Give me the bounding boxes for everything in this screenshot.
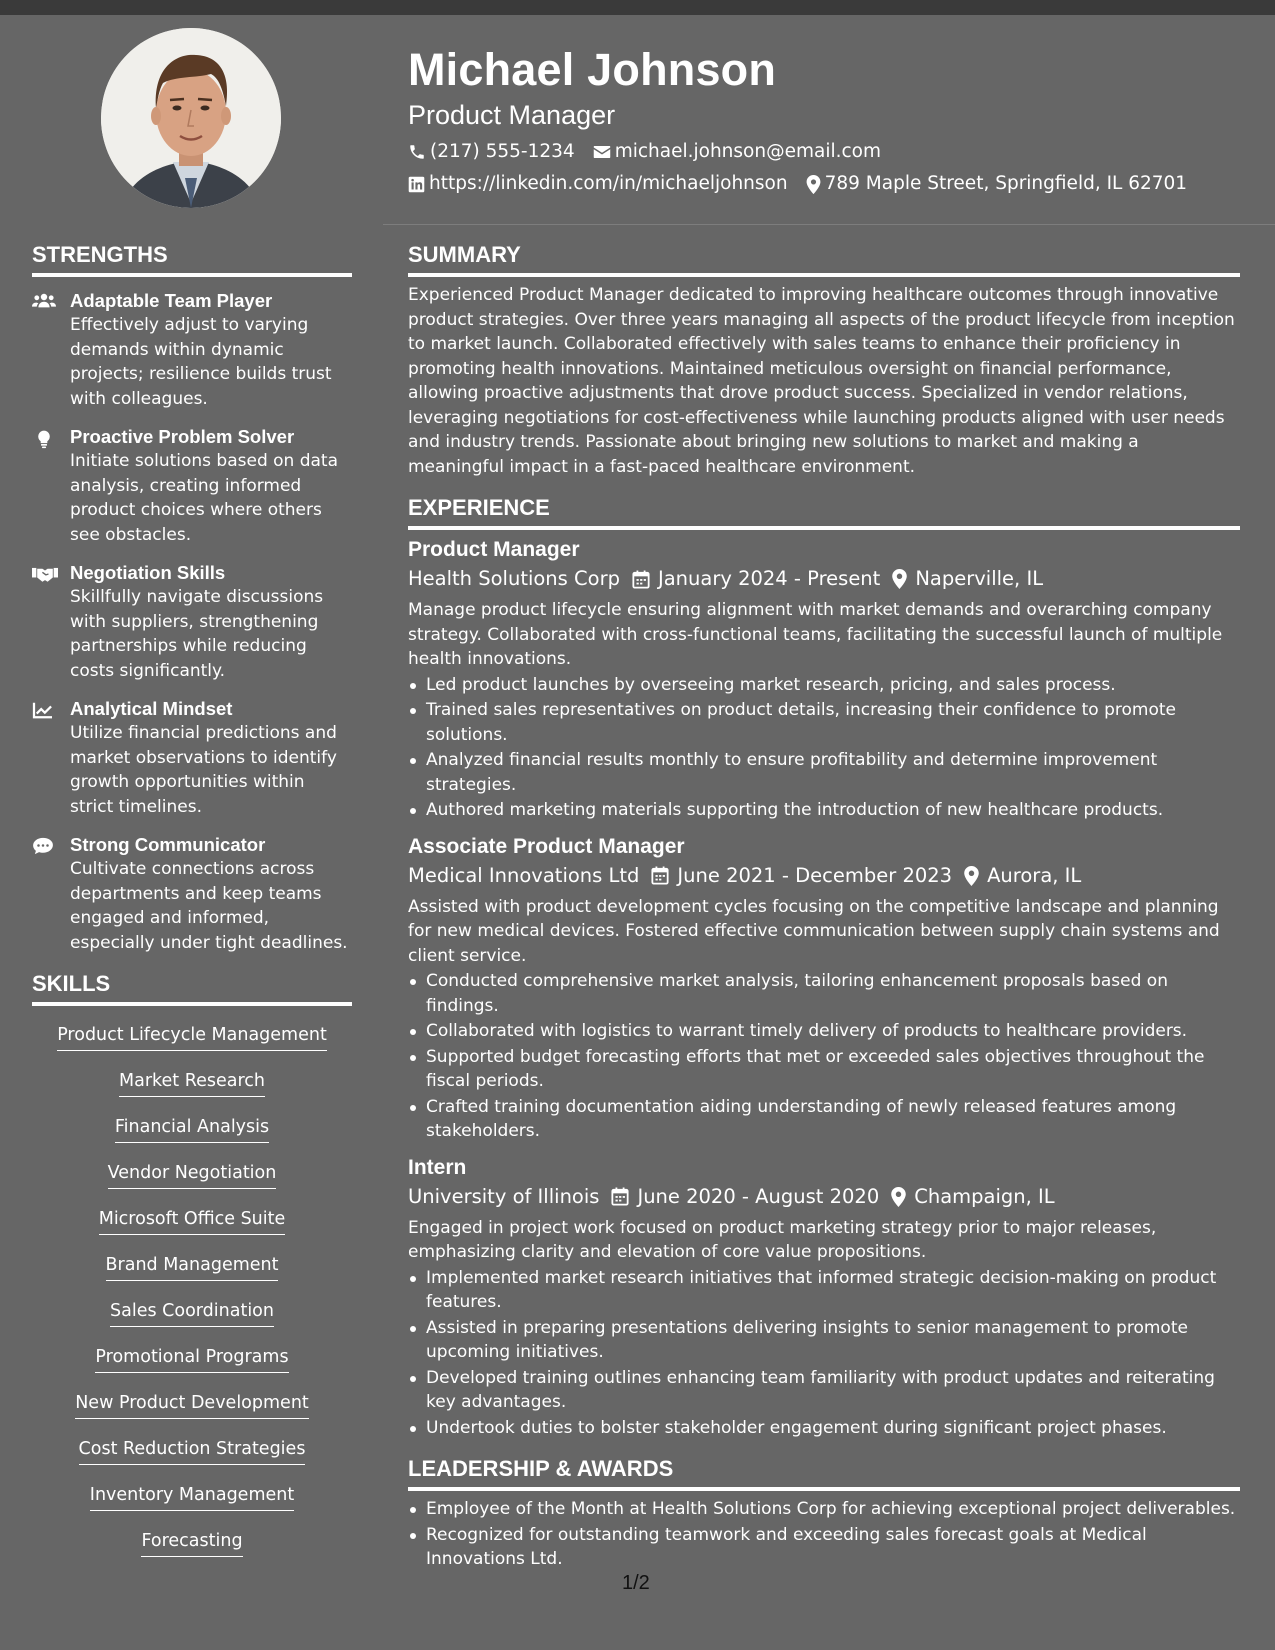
skill-tag: Financial Analysis <box>115 1116 269 1143</box>
job-meta <box>408 861 1240 891</box>
job-bullets <box>408 969 1240 1144</box>
job-bullets <box>408 673 1240 823</box>
calendar-icon <box>651 866 669 885</box>
strength-item <box>32 697 352 819</box>
phone-contact <box>408 140 575 164</box>
strength-title: Strong Communicator <box>70 834 266 855</box>
linkedin-icon <box>408 176 425 193</box>
skills-heading: SKILLS <box>32 969 352 1006</box>
job-dates: January 2024 - Present <box>657 567 881 590</box>
handshake-icon <box>32 565 58 583</box>
email-text[interactable]: michael.johnson@email.com <box>614 141 882 162</box>
awards-list <box>408 1497 1240 1572</box>
job-bullet: Developed training outlines enhancing team familiarity with product updates and reiterating key advantages. <box>408 1366 1240 1415</box>
sidebar <box>32 240 352 1576</box>
strength-desc: Initiate solutions based on data analysis, creating informed product choices where others see obstacles. <box>70 451 339 545</box>
phone-text: (217) 555-1234 <box>430 141 575 162</box>
job-bullet: Assisted in preparing presentations delivering insights to senior management to promote upcoming initiatives. <box>408 1316 1240 1365</box>
job-location: Champaign, IL <box>914 1184 1055 1208</box>
strength-title: Adaptable Team Player <box>70 290 273 311</box>
job-dates: June 2021 - December 2023 <box>677 863 953 887</box>
job-bullets <box>408 1266 1240 1441</box>
job-title: Intern <box>408 1155 467 1179</box>
skill-tag: Forecasting <box>141 1530 242 1557</box>
map-pin-icon <box>892 569 907 589</box>
job-bullet: Conducted comprehensive market analysis, tailoring enhancement proposals based on findings. <box>408 969 1240 1018</box>
skill-tag: Inventory Management <box>90 1484 294 1511</box>
lightbulb-icon <box>32 429 56 449</box>
job-description: Manage product lifecycle ensuring alignment with market demands and overarching company strategy. Collaborated with cross-functional teams, facilitating the successful launch of multiple health innovations. <box>408 600 1223 669</box>
job-location: Aurora, IL <box>987 863 1082 887</box>
address-text: 789 Maple Street, Springfield, IL 62701 <box>824 173 1188 194</box>
strength-title: Analytical Mindset <box>70 698 233 719</box>
job-description: Assisted with product development cycles focusing on the competitive landscape and planning for new medical devices. Fostered effective communication between supply chain systems and client service. <box>408 896 1220 966</box>
skill-tag: Brand Management <box>106 1254 279 1281</box>
experience-section <box>408 493 1240 1440</box>
phone-icon <box>408 143 426 161</box>
map-pin-icon <box>806 175 821 194</box>
job-bullet: Collaborated with logistics to warrant timely delivery of products to healthcare providers. <box>408 1019 1240 1044</box>
job-bullet: Trained sales representatives on product details, increasing their confidence to promote solutions. <box>408 698 1240 747</box>
experience-heading: EXPERIENCE <box>408 493 1240 530</box>
envelope-icon <box>593 144 611 160</box>
job-bullet: Undertook duties to bolster stakeholder engagement during significant project phases. <box>408 1416 1240 1441</box>
strength-desc: Effectively adjust to varying demands within dynamic projects; resilience builds trust with colleagues. <box>70 315 332 409</box>
job-bullet: Crafted training documentation aiding understanding of newly released features among stakeholders. <box>408 1095 1240 1144</box>
summary-text: Experienced Product Manager dedicated to improving healthcare outcomes through innovative product strategies. Over three years managing all aspects of the product lifecycle from inception to market launch. Collaborated effectively with sales teams to enhance their proficiency in promoting health innovations. Maintained meticulous oversight on financial performance, allowing proactive adjustments that drove product success. Specialized in vendor relations, leveraging negotiations for cost-effectiveness while launching products aligned with user needs and industry trends. Passionate about bringing new solutions to market and making a meaningful impact in a fast-paced healthcare environment. <box>408 285 1235 477</box>
skill-tag: Product Lifecycle Management <box>57 1024 327 1051</box>
strength-title: Proactive Problem Solver <box>70 426 295 447</box>
award-item: Recognized for outstanding teamwork and exceeding sales forecast goals at Medical Innovations Ltd. <box>408 1523 1240 1572</box>
linkedin-text[interactable]: https://linkedin.com/in/michaeljohnson <box>429 173 788 194</box>
company-name: Health Solutions Corp <box>408 567 620 590</box>
job-bullet: Implemented market research initiatives that informed strategic decision-making on product features. <box>408 1266 1240 1315</box>
summary-heading: SUMMARY <box>408 240 1240 277</box>
strength-item <box>32 561 352 683</box>
email-contact[interactable] <box>593 140 881 164</box>
contact-row-1 <box>408 140 1248 164</box>
skill-tag: Market Research <box>119 1070 265 1097</box>
candidate-name: Michael Johnson <box>408 44 777 95</box>
job-bullet: Analyzed financial results monthly to ensure profitability and determine improvement strategies. <box>408 748 1240 797</box>
job-title: Associate Product Manager <box>408 834 685 858</box>
header-divider <box>383 224 1275 225</box>
summary-section <box>408 240 1240 479</box>
strengths-heading: STRENGTHS <box>32 240 352 277</box>
profile-photo <box>101 28 281 208</box>
page-number: 1/2 <box>622 1572 650 1594</box>
skill-tag: Sales Coordination <box>110 1300 274 1327</box>
strength-title: Negotiation Skills <box>70 562 226 583</box>
job-entry <box>408 833 1240 1144</box>
awards-heading: LEADERSHIP & AWARDS <box>408 1454 1240 1491</box>
skill-tag: Microsoft Office Suite <box>99 1208 286 1235</box>
job-bullet: Supported budget forecasting efforts that met or exceeded sales objectives throughout the fiscal periods. <box>408 1045 1240 1094</box>
map-pin-icon <box>891 1187 906 1207</box>
job-title: Product Manager <box>408 538 580 561</box>
speech-bubble-icon <box>32 837 54 855</box>
strength-item <box>32 425 352 547</box>
job-dates: June 2020 - August 2020 <box>637 1184 880 1208</box>
map-pin-icon <box>964 866 979 886</box>
job-description: Engaged in project work focused on product marketing strategy prior to major releases, emphasizing clarity and elevation of core value propositions. <box>408 1217 1157 1262</box>
company-name: University of Illinois <box>408 1184 600 1208</box>
company-name: Medical Innovations Ltd <box>408 863 640 887</box>
top-bar <box>0 0 1275 15</box>
resume-header <box>408 42 1248 196</box>
award-item: Employee of the Month at Health Solutions Corp for achieving exceptional project deliverables. <box>408 1497 1240 1522</box>
skill-tag: New Product Development <box>75 1392 309 1419</box>
strength-desc: Utilize financial predictions and market observations to identify growth opportunities within strict timelines. <box>70 723 337 817</box>
strength-desc: Skillfully navigate discussions with suppliers, strengthening partnerships while reducing costs significantly. <box>70 587 324 681</box>
job-entry <box>408 1154 1240 1441</box>
job-meta <box>408 564 1240 594</box>
awards-section <box>408 1454 1240 1572</box>
calendar-icon <box>632 570 650 589</box>
calendar-icon <box>611 1187 629 1206</box>
linkedin-contact[interactable] <box>408 172 788 196</box>
strength-item <box>32 289 352 411</box>
users-icon <box>32 293 56 309</box>
skill-tag: Vendor Negotiation <box>108 1162 277 1189</box>
job-location: Naperville, IL <box>915 567 1044 590</box>
chart-line-icon <box>32 701 54 719</box>
candidate-title: Product Manager <box>408 100 616 130</box>
job-bullet: Authored marketing materials supporting the introduction of new healthcare products. <box>408 798 1240 823</box>
job-meta <box>408 1182 1240 1212</box>
skills-list <box>32 1024 352 1576</box>
skill-tag: Cost Reduction Strategies <box>79 1438 306 1465</box>
main-column <box>408 240 1240 1586</box>
address-contact <box>806 172 1187 196</box>
job-bullet: Led product launches by overseeing market research, pricing, and sales process. <box>408 673 1240 698</box>
contact-row-2 <box>408 172 1248 196</box>
job-entry <box>408 536 1240 823</box>
strength-desc: Cultivate connections across departments and keep teams engaged and informed, especially under tight deadlines. <box>70 859 348 953</box>
strengths-list <box>32 289 352 955</box>
skill-tag: Promotional Programs <box>95 1346 288 1373</box>
strength-item <box>32 833 352 955</box>
